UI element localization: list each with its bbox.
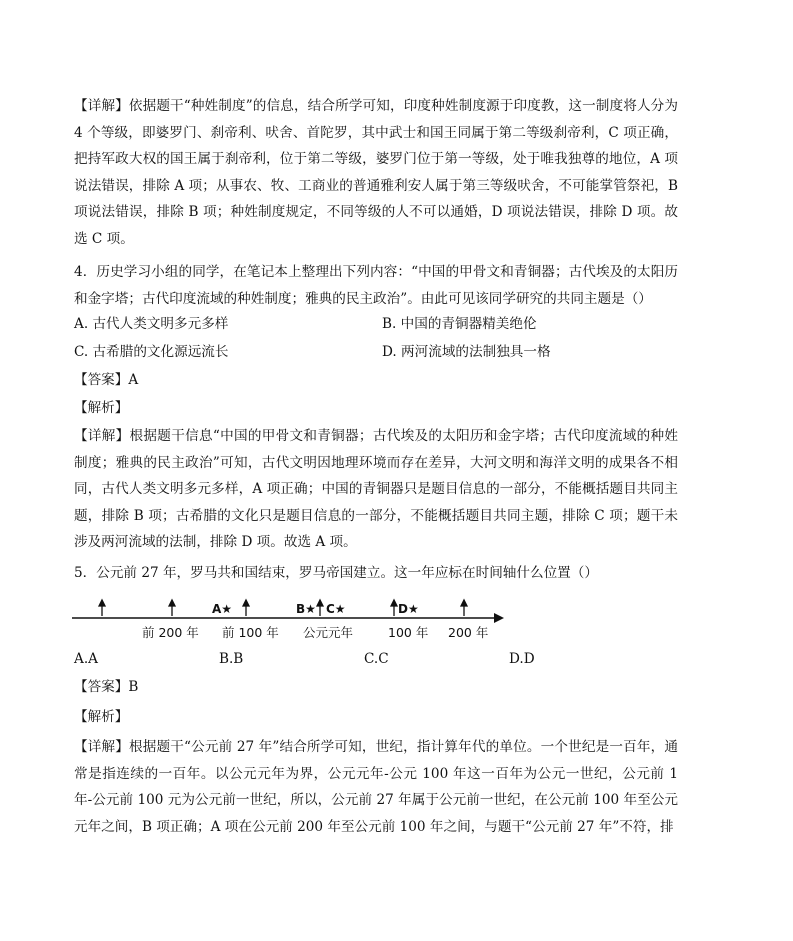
timeline-tick-3: [243, 600, 249, 616]
q4-detail-paragraph: 【详解】根据题干信息“中国的甲骨文和青铜器；古代埃及的太阳历和金字塔；古代印度流域的种姓制度；雅典的民主政治”可知，古代文明因地理环境而存在差异，大河文明和海洋文明的成果各不相同，古代人类文明多元多样，A 项正确；中国的青铜器只是题目信息的一部分，不能概括题目共同主题，排除 B 项；古希腊的文化只是题目信息的一部分，不能概括题目共同主题，排除 C 项；题干未涉及两河流域的法制，排除 D 项。故选 A 项。: [74, 428, 678, 550]
q5-option-a: A.A: [74, 651, 98, 667]
q4-option-a: A. 古代人类文明多元多样: [74, 316, 229, 332]
question-4-stem: 4．历史学习小组的同学，在笔记本上整理出下列内容：“中国的甲骨文和青铜器；古代埃及的太阳历和金字塔；古代印度流域的种姓制度；雅典的民主政治”。由此可见该同学研究的共同主题是（）: [74, 264, 678, 307]
timeline-marker-a: A★: [212, 602, 233, 616]
q4-option-b: B. 中国的青铜器精美绝伦: [382, 316, 537, 332]
timeline-label-year1: 公元元年: [303, 625, 354, 640]
timeline-label-100bc: 前 100 年: [222, 625, 279, 640]
detail-paragraph-q3: 【详解】依据题干“种姓制度”的信息，结合所学可知，印度种姓制度源于印度教，这一制度将人分为 4 个等级，即婆罗门、刹帝利、吠舍、首陀罗，其中武士和国王同属于第二等级刹帝利，C 项正确，把持军政大权的国王属于刹帝利，位于第二等级，婆罗门位于第一等级，处于唯我独尊的地位，A 项说法错误，排除 A 项；从事农、牧、工商业的普通雅利安人属于第三等级吠舍，不可能掌管祭祀，B 项说法错误，排除 B 项；种姓制度规定，不同等级的人不可以通婚，D 项说法错误，排除 D 项。故选 C 项。: [74, 98, 678, 247]
timeline-tick-4: [317, 600, 323, 616]
timeline-arrowhead: [494, 613, 504, 623]
timeline-tick-1: [99, 600, 105, 616]
q5-option-b: B.B: [219, 651, 244, 667]
timeline-tick-5: [391, 600, 397, 616]
q4-answer: 【答案】A: [74, 372, 139, 388]
timeline-marker-c: C★: [326, 602, 346, 616]
timeline-tick-2: [169, 600, 175, 616]
q5-answer: 【答案】B: [74, 679, 139, 695]
q5-detail-paragraph: 【详解】根据题干“公元前 27 年”结合所学可知，世纪，指计算年代的单位。一个世纪是一百年，通常是指连续的一百年。以公元元年为界，公元元年-公元 100 年这一百年为公元一世纪，公元前 1 年-公元前 100 元为公元前一世纪，所以，公元前 27 年属于公元前一世纪，在公元前 100 年至公元元年之间，B 项正确；A 项在公元前 200 年至公元前 100 年之间，与题干“公元前 27 年”不符，排: [74, 739, 678, 835]
q5-analysis-label: 【解析】: [74, 709, 129, 725]
q4-option-d: D. 两河流域的法制独具一格: [382, 344, 551, 360]
q5-option-c: C.C: [364, 651, 389, 667]
timeline-label-200ad: 200 年: [448, 625, 489, 640]
timeline-tick-6: [461, 600, 467, 616]
timeline-figure: [70, 596, 510, 644]
timeline-marker-d: D★: [398, 602, 419, 616]
timeline-marker-b: B★: [296, 602, 316, 616]
q5-option-d: D.D: [509, 651, 535, 667]
timeline-label-200bc: 前 200 年: [142, 625, 199, 640]
question-5-stem: 5．公元前 27 年，罗马共和国结束，罗马帝国建立。这一年应标在时间轴什么位置（）: [74, 565, 598, 581]
q4-analysis-label: 【解析】: [74, 400, 129, 416]
timeline-label-100ad: 100 年: [388, 625, 429, 640]
q4-option-c: C. 古希腊的文化源远流长: [74, 344, 229, 360]
